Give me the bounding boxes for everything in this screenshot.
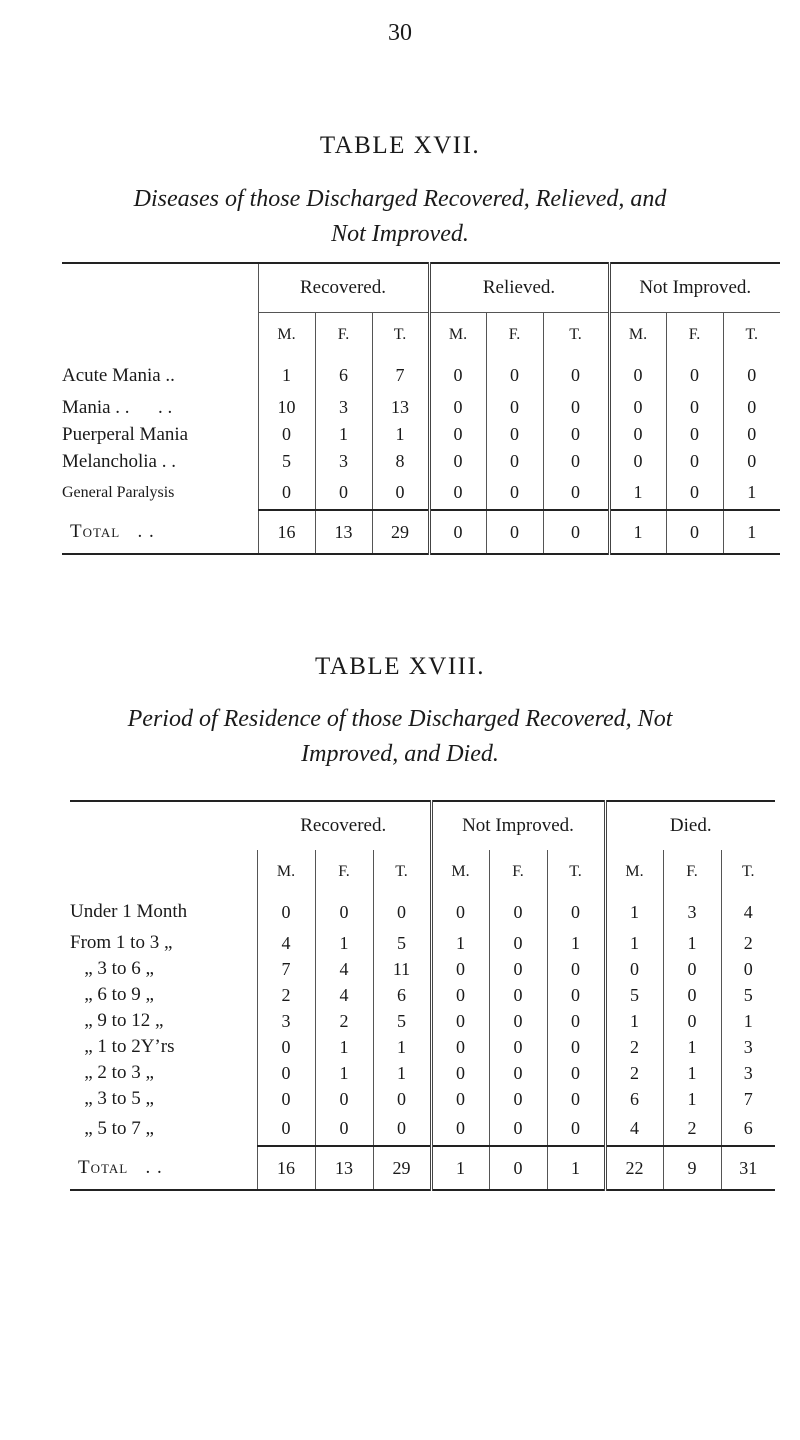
cell-value: 0 xyxy=(429,421,486,448)
table-17-subtitle xyxy=(0,182,800,252)
cell-value: 0 xyxy=(666,475,723,510)
cell-value: 0 xyxy=(373,1112,431,1146)
cell-value: 0 xyxy=(429,357,486,394)
row-label: Acute Mania .. xyxy=(62,364,175,386)
cell-value: 0 xyxy=(429,394,486,421)
table-18-subtitle xyxy=(0,702,800,772)
cell-value: 0 xyxy=(489,930,547,956)
cell-value: 1 xyxy=(609,475,666,510)
cell-value: 0 xyxy=(486,475,543,510)
subheader-t: T. xyxy=(547,850,605,894)
table-row xyxy=(70,956,775,982)
cell-value: 3 xyxy=(315,448,372,475)
cell-value: 0 xyxy=(257,1060,315,1086)
row-label: „ 3 to 6 „ xyxy=(70,958,154,979)
cell-value: 0 xyxy=(723,394,780,421)
cell-value: 4 xyxy=(315,956,373,982)
cell-value: 0 xyxy=(372,475,429,510)
cell-value: 0 xyxy=(486,448,543,475)
row-label: „ 3 to 5 „ xyxy=(70,1088,154,1109)
cell-value: 0 xyxy=(723,357,780,394)
cell-value: 0 xyxy=(543,357,609,394)
cell-value: 0 xyxy=(547,1112,605,1146)
subheader-t: T. xyxy=(373,850,431,894)
cell-value: 0 xyxy=(431,1060,489,1086)
total-row xyxy=(62,510,780,554)
cell-value: 1 xyxy=(373,1060,431,1086)
cell-value: 6 xyxy=(315,357,372,394)
table-row xyxy=(62,421,780,448)
cell-value: 1 xyxy=(315,1060,373,1086)
cell-value: 0 xyxy=(547,982,605,1008)
subheader-t: T. xyxy=(543,313,609,358)
row-label: „ 2 to 3 „ xyxy=(70,1062,154,1083)
cell-value: 0 xyxy=(429,475,486,510)
table-17-subtitle-line1: Diseases of those Discharged Recovered, Relieved, and xyxy=(133,186,667,212)
cell-value: 1 xyxy=(663,1034,721,1060)
table-17-subtitle-line2: Not Improved. xyxy=(331,221,469,247)
subheader-f: F. xyxy=(315,313,372,358)
cell-value: 4 xyxy=(257,930,315,956)
cell-value: 1 xyxy=(315,930,373,956)
table-row xyxy=(62,475,780,510)
cell-value: 3 xyxy=(663,894,721,930)
cell-value: 0 xyxy=(543,421,609,448)
cell-value: 0 xyxy=(431,1086,489,1112)
cell-value: 0 xyxy=(663,956,721,982)
row-label: Under 1 Month xyxy=(70,901,188,922)
table-row xyxy=(70,1086,775,1112)
page-number: 30 xyxy=(388,20,412,46)
cell-value: 1 xyxy=(372,421,429,448)
cell-value: 11 xyxy=(373,956,431,982)
row-label: From 1 to 3 „ xyxy=(70,932,173,953)
cell-value: 0 xyxy=(663,1008,721,1034)
subheader-m: M. xyxy=(605,850,663,894)
cell-value: 0 xyxy=(605,956,663,982)
cell-value: 1 xyxy=(605,1008,663,1034)
table-row xyxy=(70,930,775,956)
total-value: 0 xyxy=(666,510,723,554)
cell-value: 0 xyxy=(489,956,547,982)
t18-group-recovered: Recovered. xyxy=(300,815,387,836)
cell-value: 1 xyxy=(315,421,372,448)
cell-value: 2 xyxy=(257,982,315,1008)
cell-value: 0 xyxy=(258,475,315,510)
cell-value: 1 xyxy=(373,1034,431,1060)
cell-value: 0 xyxy=(666,357,723,394)
total-value: 29 xyxy=(372,510,429,554)
total-value: 13 xyxy=(315,510,372,554)
cell-value: 0 xyxy=(543,448,609,475)
cell-value: 0 xyxy=(489,1086,547,1112)
cell-value: 0 xyxy=(489,1034,547,1060)
subheader-m: M. xyxy=(258,313,315,358)
cell-value: 0 xyxy=(486,394,543,421)
cell-value: 0 xyxy=(257,1086,315,1112)
cell-value: 0 xyxy=(257,1112,315,1146)
cell-value: 1 xyxy=(431,930,489,956)
total-value: 31 xyxy=(721,1146,775,1190)
table-row xyxy=(70,894,775,930)
row-label: Puerperal Mania xyxy=(62,423,189,445)
total-label: Total . . xyxy=(78,1156,163,1178)
cell-value: 2 xyxy=(721,930,775,956)
t17-group-relieved: Relieved. xyxy=(429,263,609,313)
cell-value: 0 xyxy=(431,1112,489,1146)
cell-value: 0 xyxy=(721,956,775,982)
cell-value: 0 xyxy=(258,421,315,448)
cell-value: 0 xyxy=(257,894,315,930)
table-17 xyxy=(62,262,780,555)
cell-value: 1 xyxy=(547,930,605,956)
table-row xyxy=(70,982,775,1008)
table-row xyxy=(70,1112,775,1146)
cell-value: 0 xyxy=(489,1060,547,1086)
table-18-subtitle-line1: Period of Residence of those Discharged Recovered, Not xyxy=(127,706,673,732)
subheader-m: M. xyxy=(429,313,486,358)
cell-value: 0 xyxy=(486,357,543,394)
total-value: 13 xyxy=(315,1146,373,1190)
total-value: 0 xyxy=(543,510,609,554)
cell-value: 1 xyxy=(663,1060,721,1086)
cell-value: 0 xyxy=(609,421,666,448)
total-value: 16 xyxy=(258,510,315,554)
cell-value: 2 xyxy=(605,1060,663,1086)
cell-value: 3 xyxy=(721,1034,775,1060)
table-18-title: TABLE XVIII. xyxy=(314,653,486,680)
table-row xyxy=(70,1034,775,1060)
cell-value: 0 xyxy=(547,1086,605,1112)
cell-value: 0 xyxy=(547,956,605,982)
subheader-f: F. xyxy=(666,313,723,358)
t17-group-recovered: Recovered. xyxy=(258,263,429,313)
cell-value: 8 xyxy=(372,448,429,475)
subheader-m: M. xyxy=(257,850,315,894)
cell-value: 6 xyxy=(373,982,431,1008)
cell-value: 0 xyxy=(431,956,489,982)
table-row xyxy=(70,1060,775,1086)
cell-value: 0 xyxy=(663,982,721,1008)
cell-value: 0 xyxy=(489,1008,547,1034)
subheader-t: T. xyxy=(721,850,775,894)
cell-value: 0 xyxy=(431,982,489,1008)
cell-value: 0 xyxy=(666,448,723,475)
table-row xyxy=(62,357,780,394)
table-17-title: TABLE XVII. xyxy=(319,132,481,159)
subheader-f: F. xyxy=(486,313,543,358)
cell-value: 1 xyxy=(663,930,721,956)
cell-value: 6 xyxy=(605,1086,663,1112)
cell-value: 6 xyxy=(721,1112,775,1146)
cell-value: 5 xyxy=(373,1008,431,1034)
total-value: 1 xyxy=(609,510,666,554)
cell-value: 0 xyxy=(489,894,547,930)
cell-value: 0 xyxy=(489,1112,547,1146)
subheader-f: F. xyxy=(489,850,547,894)
total-value: 1 xyxy=(547,1146,605,1190)
cell-value: 0 xyxy=(666,394,723,421)
cell-value: 5 xyxy=(721,982,775,1008)
cell-value: 0 xyxy=(609,357,666,394)
cell-value: 0 xyxy=(489,982,547,1008)
cell-value: 0 xyxy=(609,448,666,475)
cell-value: 3 xyxy=(257,1008,315,1034)
cell-value: 5 xyxy=(258,448,315,475)
cell-value: 0 xyxy=(373,1086,431,1112)
cell-value: 7 xyxy=(257,956,315,982)
cell-value: 1 xyxy=(605,894,663,930)
total-value: 0 xyxy=(489,1146,547,1190)
table-17-corner xyxy=(62,263,258,357)
row-label: „ 6 to 9 „ xyxy=(70,984,154,1005)
cell-value: 7 xyxy=(372,357,429,394)
table-row xyxy=(62,394,780,421)
table-18-subtitle-line2: Improved, and Died. xyxy=(301,741,499,767)
total-label: Total . . xyxy=(70,520,155,542)
cell-value: 1 xyxy=(663,1086,721,1112)
cell-value: 1 xyxy=(258,357,315,394)
subheader-f: F. xyxy=(315,850,373,894)
subheader-m: M. xyxy=(431,850,489,894)
cell-value: 7 xyxy=(721,1086,775,1112)
subheader-t: T. xyxy=(372,313,429,358)
subheader-m: M. xyxy=(609,313,666,358)
cell-value: 1 xyxy=(723,475,780,510)
cell-value: 5 xyxy=(373,930,431,956)
cell-value: 0 xyxy=(431,894,489,930)
cell-value: 0 xyxy=(373,894,431,930)
total-value: 22 xyxy=(605,1146,663,1190)
total-value: 16 xyxy=(257,1146,315,1190)
cell-value: 1 xyxy=(721,1008,775,1034)
cell-value: 1 xyxy=(605,930,663,956)
cell-value: 0 xyxy=(609,394,666,421)
total-value: 29 xyxy=(373,1146,431,1190)
cell-value: 0 xyxy=(315,1112,373,1146)
table-row xyxy=(62,448,780,475)
t17-group-not-improved: Not Improved. xyxy=(609,263,780,313)
total-value: 1 xyxy=(723,510,780,554)
cell-value: 0 xyxy=(547,1060,605,1086)
row-label: Melancholia . . xyxy=(62,450,176,472)
cell-value: 2 xyxy=(663,1112,721,1146)
cell-value: 0 xyxy=(431,1034,489,1060)
cell-value: 0 xyxy=(315,894,373,930)
total-value: 0 xyxy=(486,510,543,554)
cell-value: 0 xyxy=(431,1008,489,1034)
cell-value: 0 xyxy=(543,475,609,510)
cell-value: 2 xyxy=(315,1008,373,1034)
row-label: „ 1 to 2Y’rs xyxy=(70,1036,175,1057)
subheader-t: T. xyxy=(723,313,780,358)
cell-value: 0 xyxy=(257,1034,315,1060)
cell-value: 0 xyxy=(547,1008,605,1034)
cell-value: 0 xyxy=(429,448,486,475)
table-18-corner xyxy=(70,801,257,894)
table-row xyxy=(70,1008,775,1034)
cell-value: 4 xyxy=(605,1112,663,1146)
cell-value: 0 xyxy=(315,475,372,510)
row-label: „ 5 to 7 „ xyxy=(70,1118,154,1139)
total-value: 1 xyxy=(431,1146,489,1190)
cell-value: 0 xyxy=(666,421,723,448)
cell-value: 0 xyxy=(723,448,780,475)
cell-value: 5 xyxy=(605,982,663,1008)
row-label: „ 9 to 12 „ xyxy=(70,1010,164,1031)
cell-value: 0 xyxy=(315,1086,373,1112)
cell-value: 3 xyxy=(721,1060,775,1086)
total-value: 9 xyxy=(663,1146,721,1190)
row-label: General Paralysis xyxy=(62,483,175,501)
t18-group-not-improved: Not Improved. xyxy=(431,801,605,850)
cell-value: 0 xyxy=(547,1034,605,1060)
t18-group-died: Died. xyxy=(605,801,775,850)
cell-value: 1 xyxy=(315,1034,373,1060)
cell-value: 0 xyxy=(547,894,605,930)
cell-value: 10 xyxy=(258,394,315,421)
row-label: Mania . . . . xyxy=(62,396,173,418)
total-value: 0 xyxy=(429,510,486,554)
cell-value: 4 xyxy=(721,894,775,930)
cell-value: 0 xyxy=(543,394,609,421)
table-18 xyxy=(70,800,775,1191)
cell-value: 4 xyxy=(315,982,373,1008)
cell-value: 3 xyxy=(315,394,372,421)
subheader-f: F. xyxy=(663,850,721,894)
cell-value: 2 xyxy=(605,1034,663,1060)
cell-value: 0 xyxy=(723,421,780,448)
total-row xyxy=(70,1146,775,1190)
cell-value: 0 xyxy=(486,421,543,448)
cell-value: 13 xyxy=(372,394,429,421)
